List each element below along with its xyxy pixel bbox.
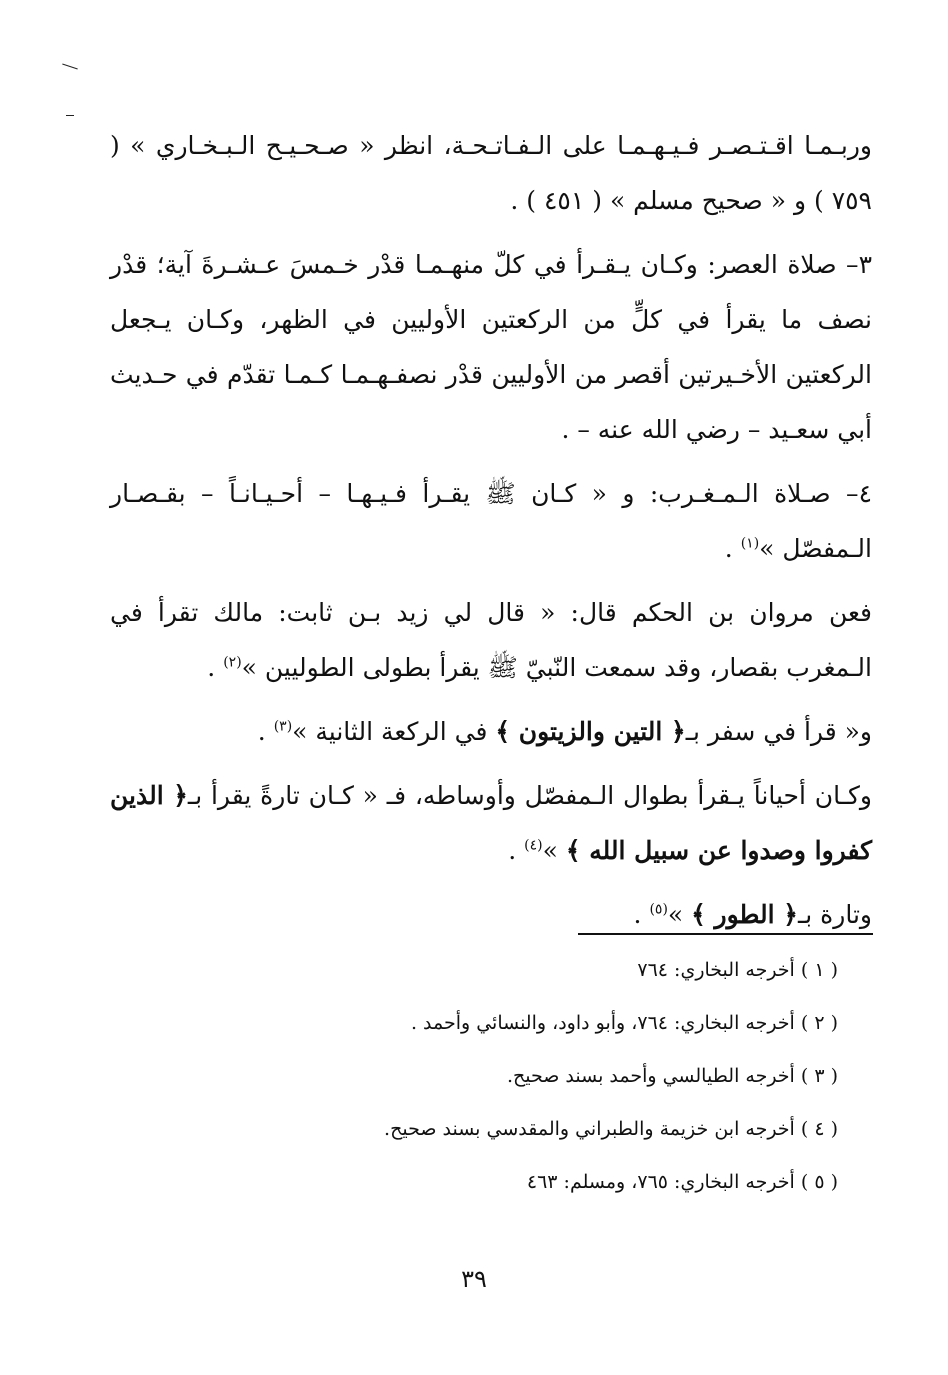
paragraph-asr: ٣– صلاة العصر: وكـان يـقـرأ في كلّ منهـمـا قدْر خـمسَ عـشـرةَ آية؛ قدْر نصف ما يقرأ في كلٍّ من الركعتين الأوليين في الظهر، وكـان يـجعل الركعتين الأخـيرتين أقصر من الأوليين قدْر نصفـهـمـا كـمـا تقدّم في حـديث أبي سعـيد – رضي الله عنه – . xyxy=(110,250,872,444)
footnote-ref-1[interactable]: (١) xyxy=(740,535,760,552)
paragraph-tur-tail: » xyxy=(667,900,692,929)
paragraph-1: وربـمـا اقـتـصـر فـيـهـمـا على الـفـاتـحـة، انظر « صـحـيـح الـبـخـاري » ( ٧٥٩ ) و « صحيح مسلم » ( ٤٥١ ) . xyxy=(110,131,872,215)
footnotes xyxy=(278,948,838,1213)
footnote-4: ( ٤ ) أخرجه ابن خزيمة والطبراني والمقدسي بسند صحيح. xyxy=(384,1118,838,1140)
quran-quote-muhammad: ﴿ الذين كفروا وصدوا عن سبيل الله ﴾ xyxy=(110,781,872,865)
paragraph-awsat-tail: » xyxy=(542,836,566,865)
scan-mark xyxy=(66,115,74,116)
scan-mark xyxy=(62,64,78,70)
footnote-ref-5[interactable]: (٥) xyxy=(649,901,668,918)
paragraph-safar-tail: في الركعة الثانية » xyxy=(292,717,496,746)
paragraph-marwan: فعن مروان بن الحكم قال: « قال لي زيد بـن ثابت: مالك تقرأ في الـمغرب بقصار، وقد سمعت النّبيّ ﷺ يقرأ بطولى الطوليين »$^{(٢)}$ . xyxy=(110,598,872,682)
footnote-ref-4[interactable]: (٤) xyxy=(524,837,543,854)
paragraph-marwan-text: فعن مروان بن الحكم قال: « قال لي زيد بـن ثابت: مالك تقرأ في الـمغرب بقصار، وقد سمعت النّبيّ ﷺ يقرأ بطولى الطوليين » xyxy=(110,598,872,682)
footnote-divider xyxy=(578,933,873,935)
footnote-2: ( ٢ ) أخرجه البخاري: ٧٦٤، وأبو داود، والنسائي وأحمد . xyxy=(410,1012,838,1034)
paragraph-maghrib-text: ٤– صـلاة الـمـغـرب: و « كـان ﷺ يقـرأ فـيـهـا – أحـيـانـاً – بقـصـار الـمفصّل » xyxy=(110,479,872,563)
main-text xyxy=(110,118,872,951)
paragraph-awsat-text: وكـان أحياناً يـقرأ بطوال الـمفصّل وأوساطه، فـ « كـان تارةً يقرأ بـ xyxy=(187,781,872,810)
page-number: ٣٩ xyxy=(461,1265,487,1293)
footnote-ref-3[interactable]: (٣) xyxy=(273,718,293,735)
paragraph-safar: و« قرأ في سفر بـ﴿ التين والزيتون ﴾ في الركعة الثانية »$^{(٣)}$ . xyxy=(257,717,872,746)
paragraph-awsat: وكـان أحياناً يـقرأ بطوال الـمفصّل وأوساطه، فـ « كـان تارةً يقرأ بـ﴿ الذين كفروا وصدوا عن سبيل الله ﴾ »$^{(٤)}$ . xyxy=(110,781,872,865)
footnote-ref-2[interactable]: (٢) xyxy=(223,654,242,671)
quran-quote-tin: ﴿ التين والزيتون ﴾ xyxy=(495,717,686,746)
paragraph-safar-text: و« قرأ في سفر بـ xyxy=(685,717,872,746)
footnote-5: ( ٥ ) أخرجه البخاري: ٧٦٥، ومسلم: ٤٦٣ xyxy=(526,1171,838,1193)
paragraph-maghrib: ٤– صـلاة الـمـغـرب: و « كـان ﷺ يقـرأ فـيـهـا – أحـيـانـاً – بقـصـار الـمفصّل »$^{(١)}$ . xyxy=(110,479,872,563)
paragraph-tur-text: وتارة بـ xyxy=(797,900,872,929)
footnote-3: ( ٣ ) أخرجه الطيالسي وأحمد بسند صحيح. xyxy=(506,1065,838,1087)
footnote-1: ( ١ ) أخرجه البخاري: ٧٦٤ xyxy=(637,959,838,981)
paragraph-tur: وتارة بـ﴿ الطور ﴾ »$^{(٥)}$ . xyxy=(633,900,872,929)
quran-quote-tur: ﴿ الطور ﴾ xyxy=(691,900,798,929)
